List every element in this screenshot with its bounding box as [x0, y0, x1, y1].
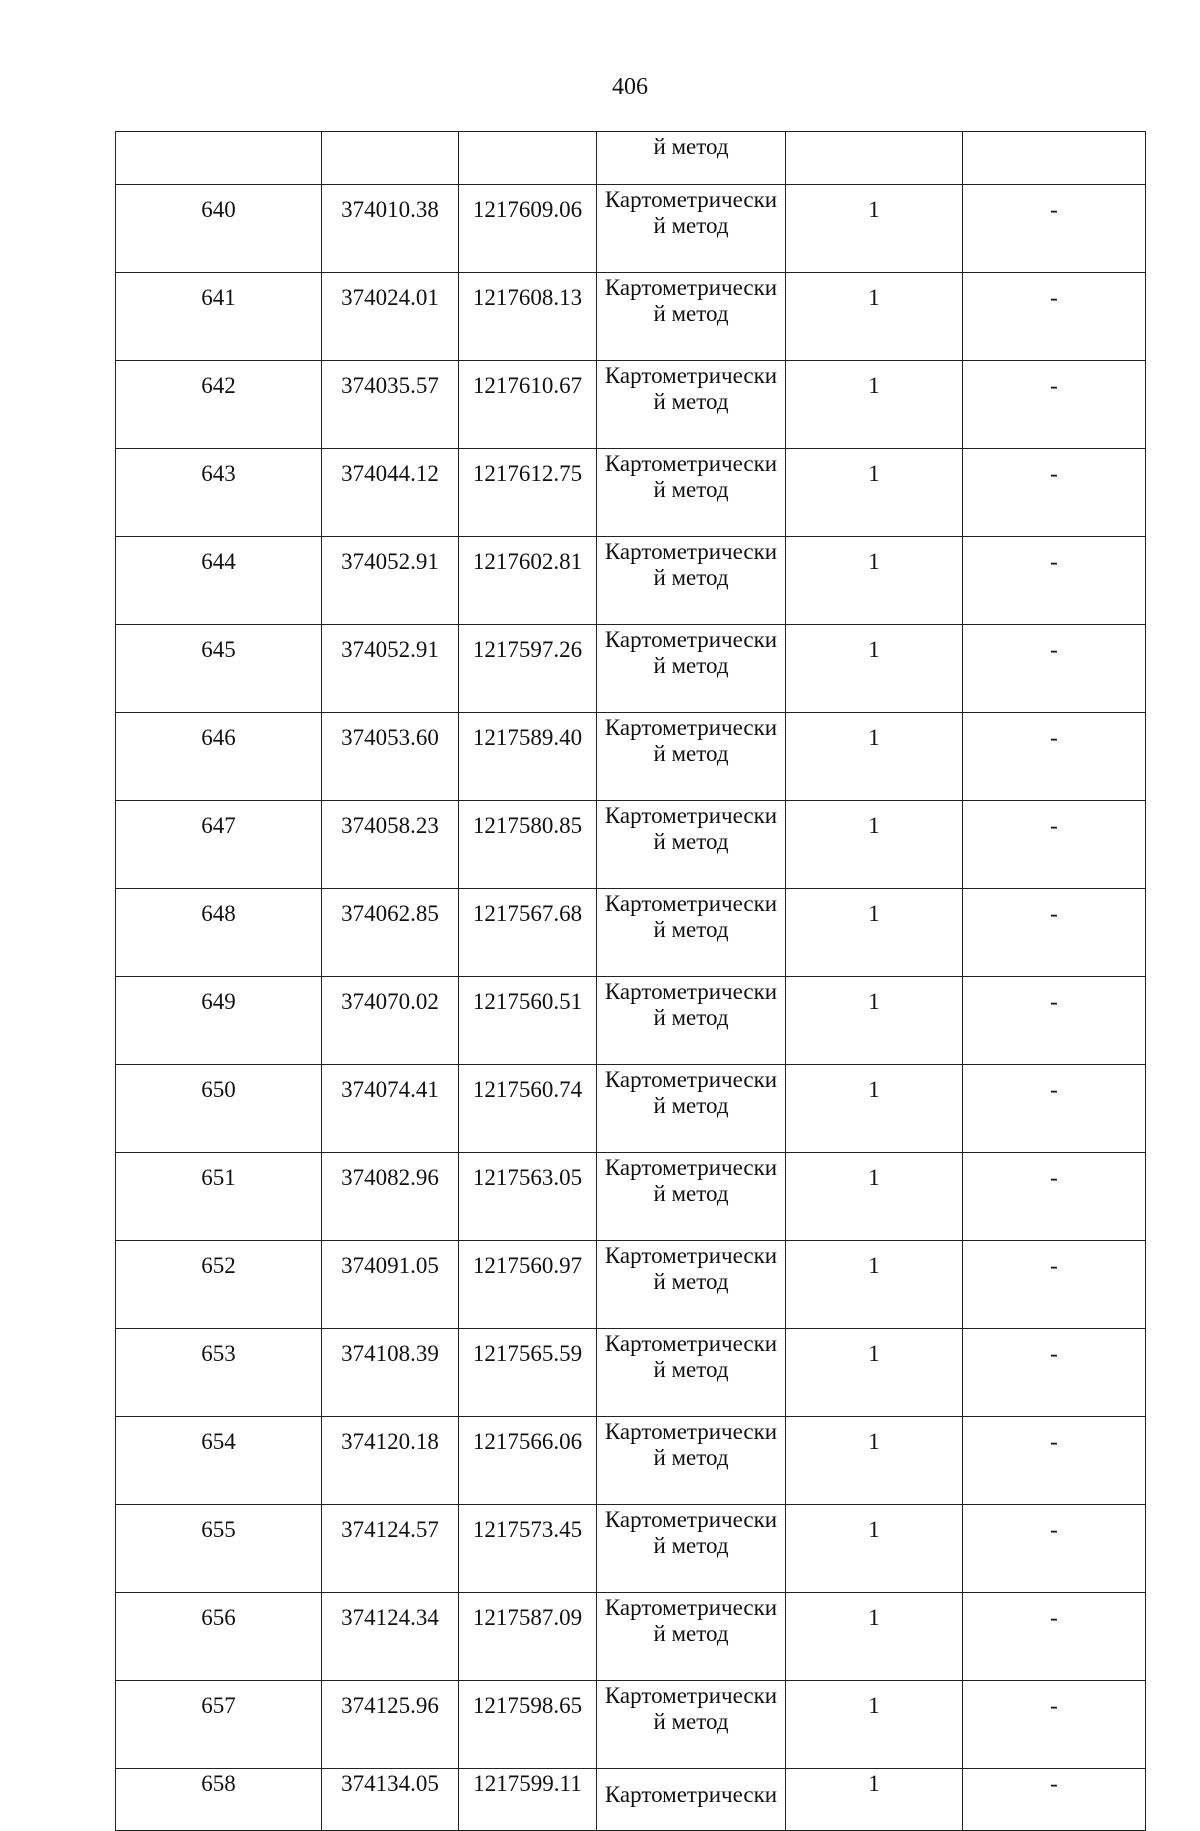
method-line-1: Картометрически [604, 803, 778, 828]
y-coordinate-cell: 1217608.13 [459, 273, 597, 361]
method-line-1: Картометрически [604, 451, 778, 476]
accuracy-cell: 1 [786, 1417, 963, 1505]
x-coordinate-cell [322, 132, 459, 185]
x-coordinate-cell: 374134.05 [322, 1769, 459, 1831]
table-row [116, 1153, 1146, 1241]
accuracy-cell: 1 [786, 713, 963, 801]
table-row [116, 1681, 1146, 1769]
x-coordinate-cell: 374024.01 [322, 273, 459, 361]
y-coordinate-cell: 1217597.26 [459, 625, 597, 713]
y-coordinate-cell: 1217560.97 [459, 1241, 597, 1329]
method-cell [597, 1417, 786, 1505]
accuracy-cell: 1 [786, 625, 963, 713]
x-coordinate-cell: 374125.96 [322, 1681, 459, 1769]
table-row [116, 537, 1146, 625]
note-cell: - [963, 713, 1146, 801]
point-id-cell: 647 [116, 801, 322, 889]
note-cell: - [963, 1505, 1146, 1593]
method-cell [597, 273, 786, 361]
accuracy-cell: 1 [786, 1153, 963, 1241]
point-id-cell: 642 [116, 361, 322, 449]
table-row [116, 1417, 1146, 1505]
method-line-2: й метод [653, 741, 729, 766]
point-id-cell: 640 [116, 185, 322, 273]
note-cell: - [963, 625, 1146, 713]
x-coordinate-cell: 374120.18 [322, 1417, 459, 1505]
note-cell: - [963, 537, 1146, 625]
point-id-cell [116, 132, 322, 185]
method-cell [597, 1505, 786, 1593]
method-line-2: й метод [653, 1621, 729, 1646]
x-coordinate-cell: 374062.85 [322, 889, 459, 977]
table-row [116, 449, 1146, 537]
table-row [116, 713, 1146, 801]
method-line-2: й метод [653, 1005, 729, 1030]
y-coordinate-cell [459, 132, 597, 185]
method-cell [597, 625, 786, 713]
accuracy-cell [786, 132, 963, 185]
method-cell [597, 361, 786, 449]
method-line-1: Картометрически [604, 979, 778, 1004]
coordinates-table [115, 131, 1146, 1831]
method-cell [597, 889, 786, 977]
method-cell [597, 977, 786, 1065]
point-id-cell: 653 [116, 1329, 322, 1417]
y-coordinate-cell: 1217573.45 [459, 1505, 597, 1593]
accuracy-cell: 1 [786, 185, 963, 273]
method-cell [597, 713, 786, 801]
note-cell: - [963, 889, 1146, 977]
method-cell [597, 1065, 786, 1153]
method-line-2: й метод [653, 213, 729, 238]
method-cell [597, 537, 786, 625]
point-id-cell: 654 [116, 1417, 322, 1505]
method-cell [597, 801, 786, 889]
note-cell: - [963, 1241, 1146, 1329]
x-coordinate-cell: 374044.12 [322, 449, 459, 537]
table-row [116, 1593, 1146, 1681]
table-row [116, 185, 1146, 273]
table-row [116, 1769, 1146, 1831]
method-line-2: й метод [653, 1093, 729, 1118]
y-coordinate-cell: 1217598.65 [459, 1681, 597, 1769]
table-row-continued [116, 132, 1146, 185]
method-line-1: Картометрически [604, 1155, 778, 1180]
accuracy-cell: 1 [786, 449, 963, 537]
table-row [116, 1241, 1146, 1329]
table-row [116, 273, 1146, 361]
method-line-1: Картометрически [604, 1683, 778, 1708]
point-id-cell: 656 [116, 1593, 322, 1681]
x-coordinate-cell: 374082.96 [322, 1153, 459, 1241]
method-line-2: й метод [653, 829, 729, 854]
note-cell: - [963, 1329, 1146, 1417]
point-id-cell: 649 [116, 977, 322, 1065]
y-coordinate-cell: 1217567.68 [459, 889, 597, 977]
method-line-1: Картометрически [604, 1419, 778, 1444]
method-cell [597, 1593, 786, 1681]
method-line-2: й метод [653, 1533, 729, 1558]
method-line-1: Картометрически [604, 627, 778, 652]
method-line-1: Картометрически [604, 187, 778, 212]
y-coordinate-cell: 1217560.74 [459, 1065, 597, 1153]
point-id-cell: 650 [116, 1065, 322, 1153]
method-line-1: Картометрически [604, 363, 778, 388]
y-coordinate-cell: 1217560.51 [459, 977, 597, 1065]
x-coordinate-cell: 374070.02 [322, 977, 459, 1065]
method-line-2: й метод [653, 301, 729, 326]
accuracy-cell: 1 [786, 537, 963, 625]
method-cell [597, 1681, 786, 1769]
method-line-2: й метод [653, 565, 729, 590]
accuracy-cell: 1 [786, 1593, 963, 1681]
y-coordinate-cell: 1217580.85 [459, 801, 597, 889]
accuracy-cell: 1 [786, 1505, 963, 1593]
x-coordinate-cell: 374052.91 [322, 625, 459, 713]
point-id-cell: 648 [116, 889, 322, 977]
method-line-2: й метод [653, 1445, 729, 1470]
x-coordinate-cell: 374010.38 [322, 185, 459, 273]
note-cell: - [963, 1065, 1146, 1153]
x-coordinate-cell: 374108.39 [322, 1329, 459, 1417]
y-coordinate-cell: 1217610.67 [459, 361, 597, 449]
table-row [116, 1505, 1146, 1593]
table-row [116, 977, 1146, 1065]
method-line-2: й метод [653, 917, 729, 942]
y-coordinate-cell: 1217602.81 [459, 537, 597, 625]
table-row [116, 361, 1146, 449]
note-cell: - [963, 273, 1146, 361]
x-coordinate-cell: 374053.60 [322, 713, 459, 801]
method-cell [597, 1241, 786, 1329]
method-line-2: й метод [653, 1181, 729, 1206]
method-line-2: й метод [653, 1357, 729, 1382]
y-coordinate-cell: 1217609.06 [459, 185, 597, 273]
point-id-cell: 652 [116, 1241, 322, 1329]
x-coordinate-cell: 374124.57 [322, 1505, 459, 1593]
note-cell: - [963, 361, 1146, 449]
table-row [116, 801, 1146, 889]
table-row [116, 1065, 1146, 1153]
x-coordinate-cell: 374052.91 [322, 537, 459, 625]
accuracy-cell: 1 [786, 1065, 963, 1153]
point-id-cell: 658 [116, 1769, 322, 1831]
method-line-1: Картометрически [604, 891, 778, 916]
method-line-1: Картометрически [604, 1243, 778, 1268]
note-cell: - [963, 449, 1146, 537]
accuracy-cell: 1 [786, 801, 963, 889]
accuracy-cell: 1 [786, 1681, 963, 1769]
point-id-cell: 643 [116, 449, 322, 537]
x-coordinate-cell: 374124.34 [322, 1593, 459, 1681]
page-number: 406 [612, 74, 648, 100]
note-cell: - [963, 977, 1146, 1065]
method-line-1: Картометрически [604, 1331, 778, 1356]
method-line-2: й метод [653, 653, 729, 678]
note-cell: - [963, 1417, 1146, 1505]
point-id-cell: 651 [116, 1153, 322, 1241]
method-cell [597, 1329, 786, 1417]
table-row [116, 889, 1146, 977]
method-line-1: Картометрически [604, 1067, 778, 1092]
method-line-1: Картометрически [604, 715, 778, 740]
y-coordinate-cell: 1217612.75 [459, 449, 597, 537]
x-coordinate-cell: 374035.57 [322, 361, 459, 449]
coordinates-table-body [116, 132, 1146, 1831]
note-cell: - [963, 185, 1146, 273]
point-id-cell: 646 [116, 713, 322, 801]
method-cell [597, 449, 786, 537]
method-line-2: й метод [653, 389, 729, 414]
accuracy-cell: 1 [786, 889, 963, 977]
method-line-2: й метод [653, 1709, 729, 1734]
method-line-2: й метод [653, 1269, 729, 1294]
note-cell: - [963, 1769, 1146, 1831]
accuracy-cell: 1 [786, 977, 963, 1065]
method-cell [597, 1153, 786, 1241]
accuracy-cell: 1 [786, 1769, 963, 1831]
y-coordinate-cell: 1217589.40 [459, 713, 597, 801]
method-line-1: Картометрически [604, 539, 778, 564]
method-cell: й метод [597, 132, 786, 185]
accuracy-cell: 1 [786, 361, 963, 449]
y-coordinate-cell: 1217587.09 [459, 1593, 597, 1681]
table-row [116, 625, 1146, 713]
x-coordinate-cell: 374074.41 [322, 1065, 459, 1153]
note-cell [963, 132, 1146, 185]
method-cell: Картометрически [597, 1769, 786, 1831]
point-id-cell: 644 [116, 537, 322, 625]
point-id-cell: 641 [116, 273, 322, 361]
y-coordinate-cell: 1217565.59 [459, 1329, 597, 1417]
method-line-2: й метод [653, 477, 729, 502]
accuracy-cell: 1 [786, 1329, 963, 1417]
accuracy-cell: 1 [786, 1241, 963, 1329]
accuracy-cell: 1 [786, 273, 963, 361]
point-id-cell: 657 [116, 1681, 322, 1769]
method-line-1: Картометрически [604, 1595, 778, 1620]
table-row [116, 1329, 1146, 1417]
point-id-cell: 655 [116, 1505, 322, 1593]
x-coordinate-cell: 374058.23 [322, 801, 459, 889]
y-coordinate-cell: 1217599.11 [459, 1769, 597, 1831]
x-coordinate-cell: 374091.05 [322, 1241, 459, 1329]
method-line-1: Картометрически [604, 1507, 778, 1532]
method-cell [597, 185, 786, 273]
point-id-cell: 645 [116, 625, 322, 713]
y-coordinate-cell: 1217566.06 [459, 1417, 597, 1505]
note-cell: - [963, 1681, 1146, 1769]
note-cell: - [963, 1153, 1146, 1241]
note-cell: - [963, 801, 1146, 889]
method-line-1: Картометрически [604, 275, 778, 300]
note-cell: - [963, 1593, 1146, 1681]
y-coordinate-cell: 1217563.05 [459, 1153, 597, 1241]
